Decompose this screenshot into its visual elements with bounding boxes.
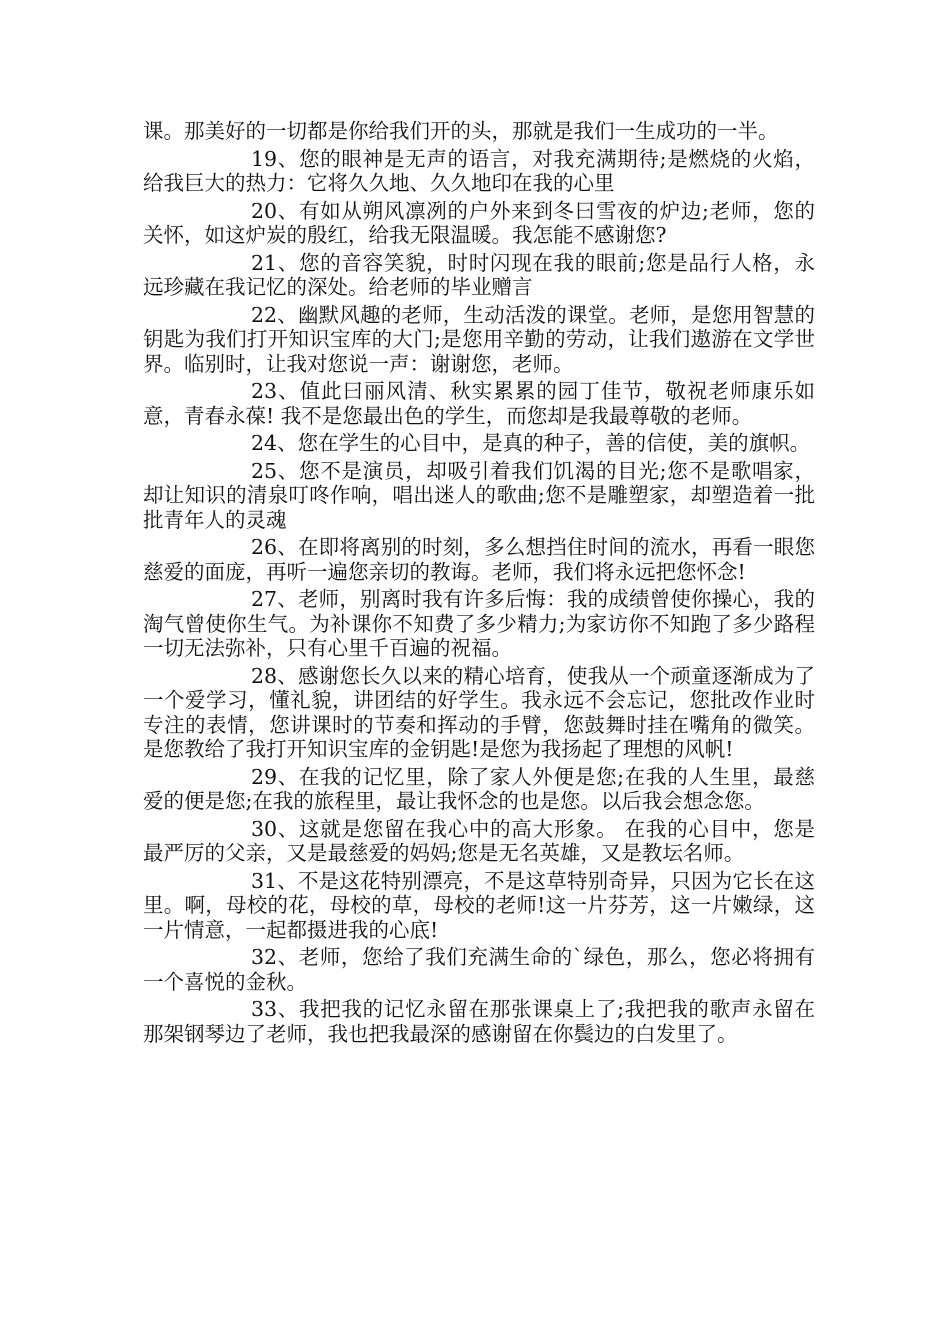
paragraph-31: 31、不是这花特别漂亮，不是这草特别奇异，只因为它长在这里。啊，母校的花，母校的草，母校的老师!这一片芬芳，这一片嫩绿，这一片情意，一起都摄进我的心底! [143,868,815,942]
document-body [143,119,815,1049]
paragraph-20: 20、有如从朔风凛冽的户外来到冬曰雪夜的炉边;老师，您的关怀，如这炉炭的殷红，给我无限温暖。我怎能不感谢您? [143,198,815,247]
paragraph-22: 22、幽默风趣的老师，生动活泼的课堂。老师，是您用智慧的钥匙为我们打开知识宝库的大门;是您用辛勤的劳动，让我们遨游在文学世界。临别时，让我对您说一声：谢谢您，老师。 [143,302,815,376]
paragraph-28: 28、感谢您长久以来的精心培育，使我从一个顽童逐渐成为了一个爱学习，懂礼貌，讲团结的好学生。我永远不会忘记，您批改作业时专注的表情，您讲课时的节奏和挥动的手臂，您鼓舞时挂在嘴角的微笑。是您教给了我打开知识宝库的金钥匙!是您为我扬起了理想的风帆! [143,663,815,761]
paragraph-25: 25、您不是演员，却吸引着我们饥渴的目光;您不是歌唱家，却让知识的清泉叮咚作响，唱出迷人的歌曲;您不是雕塑家，却塑造着一批批青年人的灵魂 [143,458,815,532]
paragraph-21: 21、您的音容笑貌，时时闪现在我的眼前;您是品行人格，永远珍藏在我记忆的深处。给老师的毕业赠言 [143,250,815,299]
paragraph-32: 32、老师，您给了我们充满生命的`绿色，那么，您必将拥有一个喜悦的金秋。 [143,945,815,994]
paragraph-33: 33、我把我的记忆永留在那张课桌上了;我把我的歌声永留在那架钢琴边了老师，我也把我最深的感谢留在你鬓边的白发里了。 [143,997,815,1046]
paragraph-30: 30、这就是您留在我心中的高大形象。 在我的心目中，您是最严厉的父亲，又是最慈爱的妈妈;您是无名英雄，又是教坛名师。 [143,816,815,865]
paragraph-24: 24、您在学生的心目中，是真的种子，善的信使，美的旗帜。 [251,431,811,455]
paragraph-27: 27、老师，别离时我有许多后悔：我的成绩曾使你操心，我的淘气曾使你生气。为补课你不知费了多少精力;为家访你不知跑了多少路程一切无法弥补，只有心里千百遍的祝福。 [143,587,815,660]
paragraph-29: 29、在我的记忆里，除了家人外便是您;在我的人生里，最慈爱的便是您;在我的旅程里，最让我怀念的也是您。以后我会想念您。 [143,764,815,813]
paragraph-23: 23、值此曰丽风清、秋实累累的园丁佳节，敬祝老师康乐如意，青春永葆! 我不是您最出色的学生，而您却是我最尊敬的老师。 [143,379,815,428]
paragraph-26: 26、在即将离别的时刻，多么想挡住时间的流水，再看一眼您慈爱的面庞，再听一遍您亲切的教诲。老师，我们将永远把您怀念! [143,535,815,584]
paragraph-19: 19、您的眼神是无声的语言，对我充满期待;是燃烧的火焰，给我巨大的热力：它将久久地、久久地印在我的心里 [143,146,815,195]
paragraph-continuation: 课。那美好的一切都是你给我们开的头，那就是我们一生成功的一半。 [143,119,779,143]
